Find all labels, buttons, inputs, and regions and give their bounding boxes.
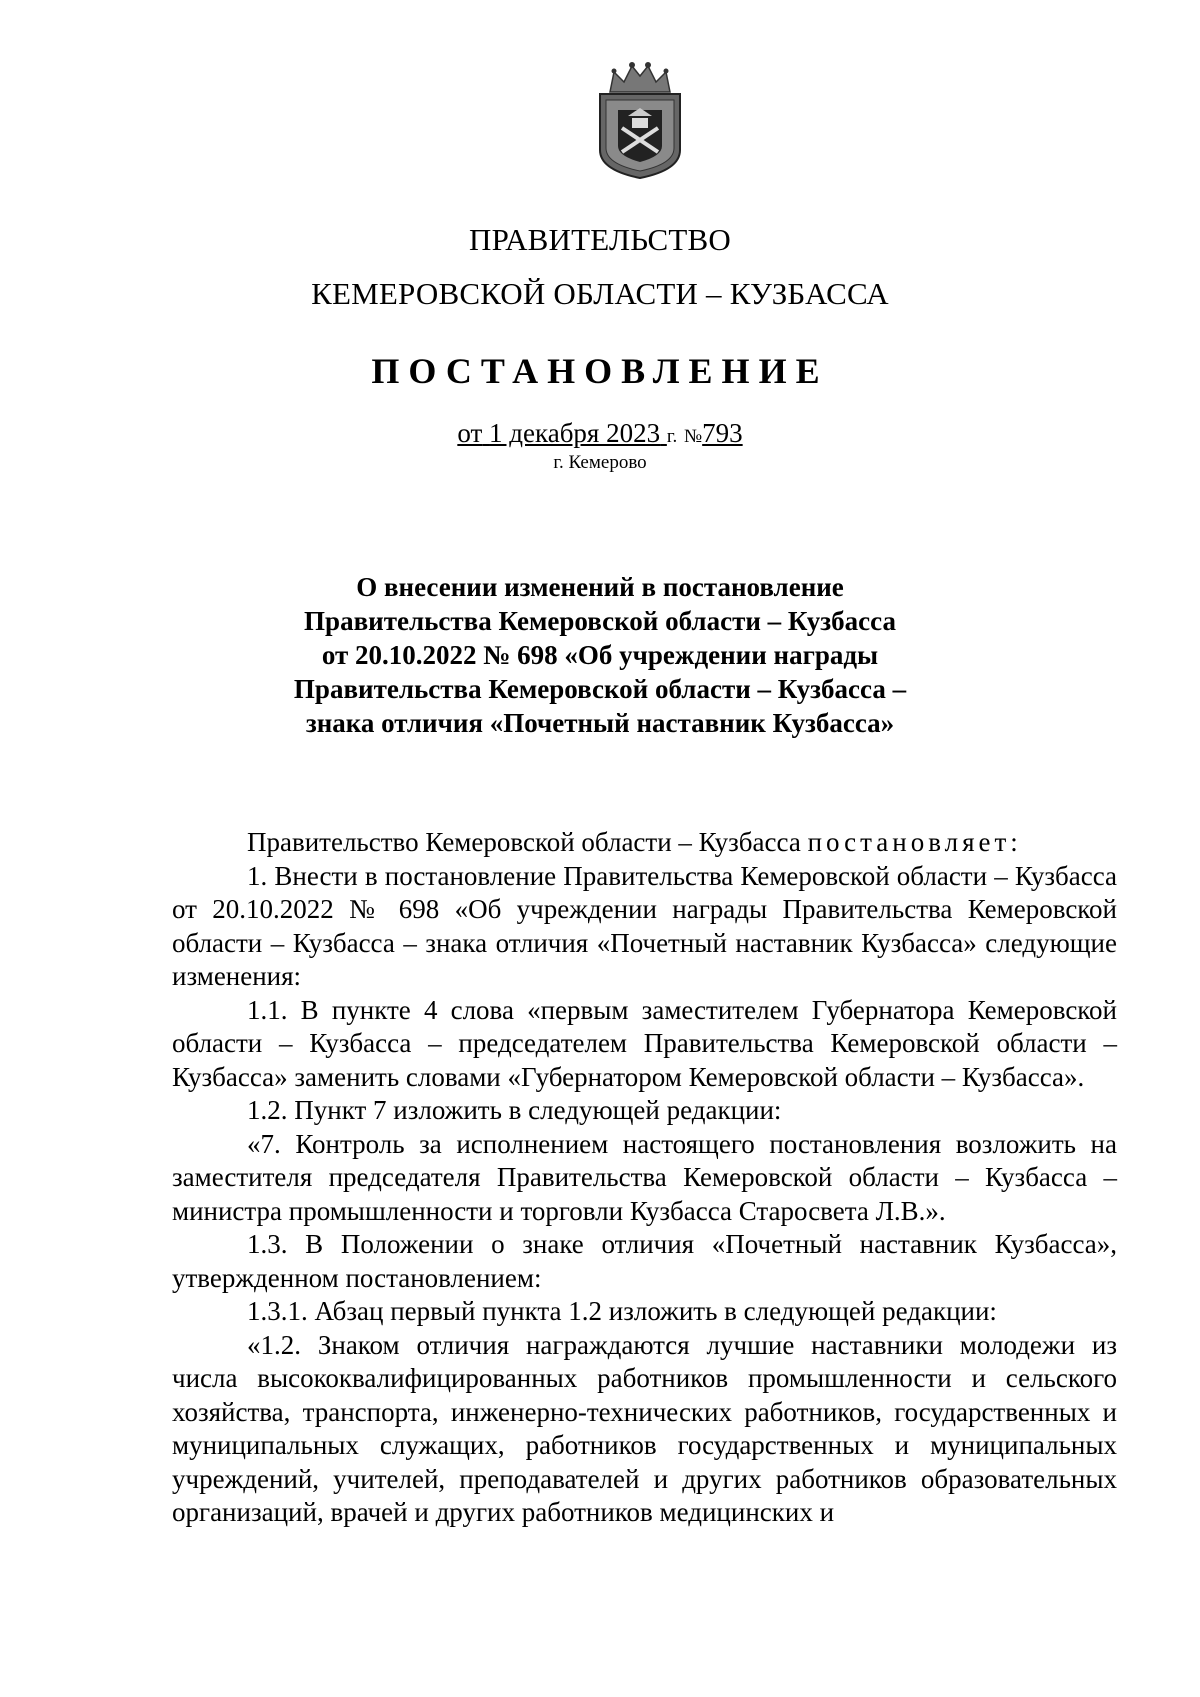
coat-of-arms-icon [592, 58, 688, 180]
document-type: ПОСТАНОВЛЕНИЕ [371, 351, 829, 391]
title-line: от 20.10.2022 № 698 «Об учреждении награды [321, 640, 879, 670]
body-paragraph: 1.1. В пункте 4 слова «первым заместителем Губернатора Кемеровской области – Кузбасса – председателем Правительства Кемеровской области – Кузбасса» заменить словами «Губернатором Кемеровской области – Кузбасса». [172, 994, 1117, 1092]
document-date-line [0, 418, 1200, 449]
title-line: Правительства Кемеровской области – Кузбасса [304, 606, 896, 636]
body-paragraph: 1. Внести в постановление Правительства Кемеровской области – Кузбасса от 20.10.2022 № 698 «Об учреждении награды Правительства Кемеровской области – Кузбасса – знака отличия «Почетный наставник Кузбасса» следующие изменения: [172, 860, 1117, 991]
organization-name-line-1: ПРАВИТЕЛЬСТВО [469, 222, 731, 257]
city: г. Кемерово [553, 452, 647, 473]
intro-paragraph [172, 826, 1117, 860]
document-title [200, 570, 1000, 740]
document-date: 1 декабря 2023 [489, 418, 661, 448]
date-prefix: от [457, 418, 483, 448]
body-paragraph: 1.3. В Положении о знаке отличия «Почетный наставник Кузбасса», утвержденном постановлением: [172, 1229, 1117, 1293]
resolves-word: постановляет: [807, 827, 1022, 857]
title-line: О внесении изменений в постановление [356, 572, 844, 602]
number-sign: № [684, 426, 703, 447]
document-body [172, 826, 1117, 1530]
body-paragraph: 1.3.1. Абзац первый пункта 1.2 изложить в следующей редакции: [247, 1296, 997, 1326]
title-line: знака отличия «Почетный наставник Кузбасса» [305, 708, 895, 738]
title-line: Правительства Кемеровской области – Кузбасса – [293, 674, 907, 704]
body-paragraph: «1.2. Знаком отличия награждаются лучшие наставники молодежи из числа высококвалифицированных работников промышленности и сельского хозяйства, транспорта, инженерно-технических работников, государственных и муниципальных служащих, работников государственных и муниципальных учреждений, учителей, преподавателей и других работников образовательных организаций, врачей и других работников медицинских и [172, 1329, 1117, 1527]
intro-text: Правительство Кемеровской области – Кузбасса [247, 827, 808, 857]
organization-name-line-2: КЕМЕРОВСКОЙ ОБЛАСТИ – КУЗБАССА [311, 276, 889, 311]
body-paragraph: 1.2. Пункт 7 изложить в следующей редакции: [247, 1095, 782, 1125]
body-paragraph: «7. Контроль за исполнением настоящего постановления возложить на заместителя председателя Правительства Кемеровской области – Кузбасса – министра промышленности и торговли Кузбасса Старосвета Л.В.». [172, 1128, 1117, 1226]
year-suffix: г. [666, 426, 678, 447]
document-number: 793 [702, 418, 743, 448]
